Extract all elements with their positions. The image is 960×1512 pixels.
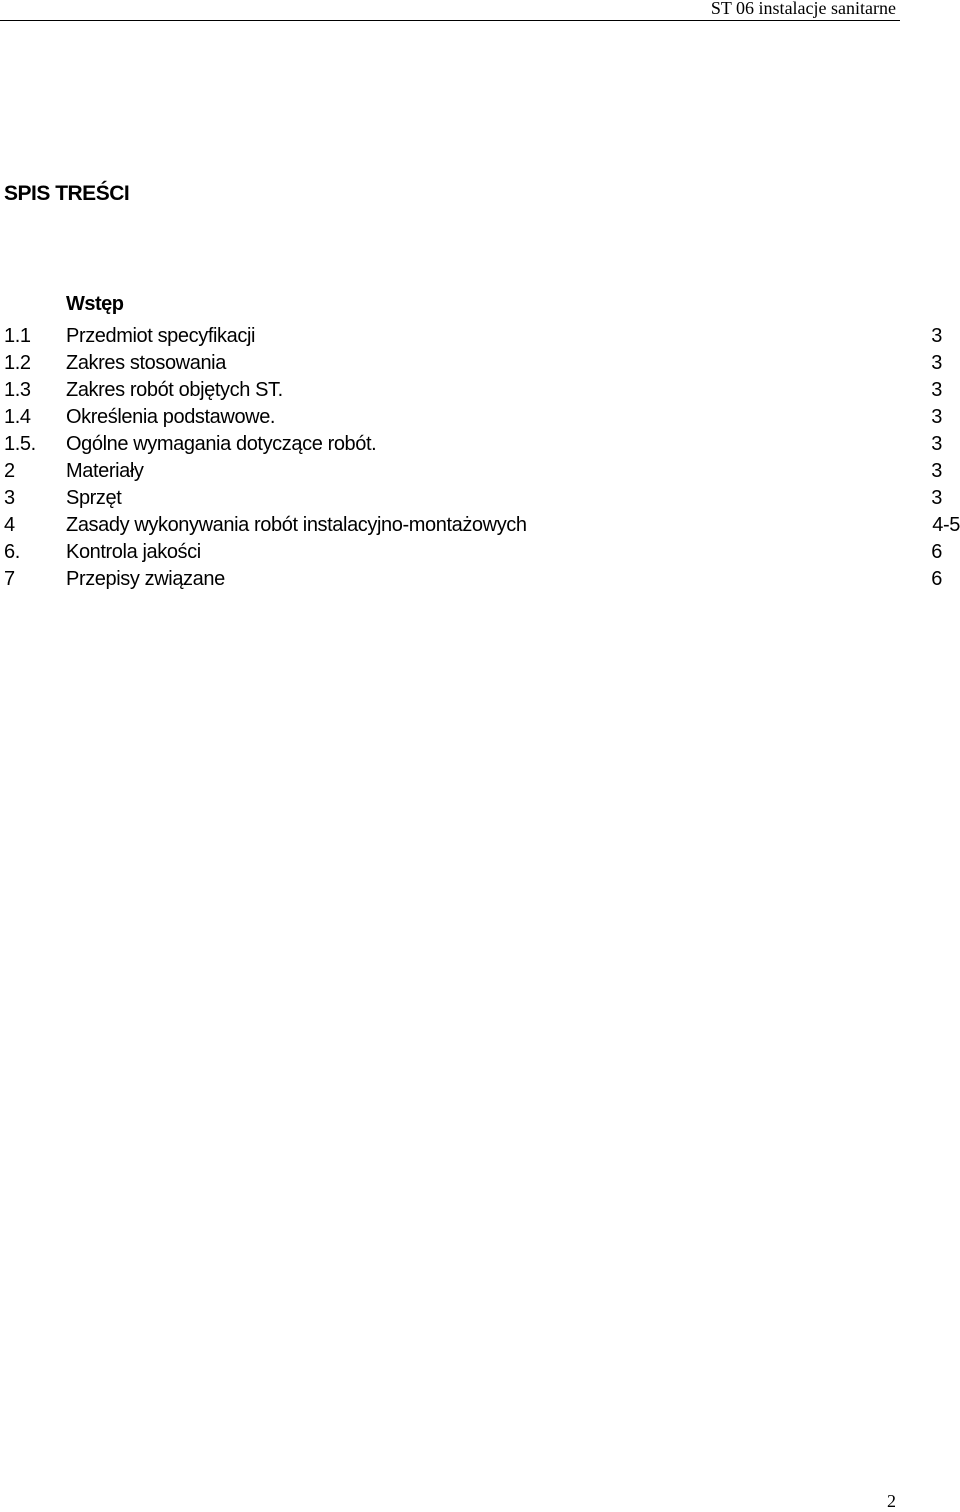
toc-entry-title: Materiały <box>66 460 144 482</box>
toc-entry-title: Określenia podstawowe. <box>66 406 276 428</box>
toc-entry <box>0 431 960 458</box>
toc-entry-number: 1.4 <box>4 406 31 428</box>
toc-entry-number: 1.3 <box>4 379 31 401</box>
toc-entry <box>0 539 960 566</box>
toc-entry <box>0 404 960 431</box>
toc-entry-number: 7 <box>4 568 15 590</box>
toc-entry-number: 4 <box>4 514 15 536</box>
toc-entry-page: 3 <box>931 433 942 455</box>
toc-entry-number: 2 <box>4 460 15 482</box>
toc-entry <box>0 485 960 512</box>
toc-intro-entry: Wstęp <box>66 293 124 315</box>
toc-entry <box>0 377 960 404</box>
toc-entry-page: 3 <box>931 406 942 428</box>
toc-entry <box>0 566 960 593</box>
toc-entry <box>0 458 960 485</box>
toc-entry-page: 6 <box>931 568 942 590</box>
toc-entry-page: 3 <box>931 352 942 374</box>
toc-entry-page: 6 <box>931 541 942 563</box>
document-header-title: ST 06 instalacje sanitarne <box>710 0 896 18</box>
toc-entry-number: 1.1 <box>4 325 31 347</box>
toc-entry-page: 3 <box>931 460 942 482</box>
toc-entry-title: Przepisy związane <box>66 568 225 590</box>
toc-entry-title: Ogólne wymagania dotyczące robót. <box>66 433 377 455</box>
toc-entry-title: Kontrola jakości <box>66 541 201 563</box>
table-of-contents <box>0 323 960 593</box>
page-number: 2 <box>887 1491 896 1511</box>
toc-entry-number: 1.5. <box>4 433 36 455</box>
toc-entry-page: 4-5 <box>932 514 960 536</box>
toc-entry-number: 3 <box>4 487 15 509</box>
toc-entry-title: Zakres robót objętych ST. <box>66 379 283 401</box>
toc-heading: SPIS TREŚCI <box>4 182 130 205</box>
toc-entry <box>0 512 960 539</box>
toc-entry <box>0 350 960 377</box>
header-divider <box>0 20 900 21</box>
toc-entry-page: 3 <box>931 379 942 401</box>
toc-entry-title: Sprzęt <box>66 487 122 509</box>
toc-entry-title: Zakres stosowania <box>66 352 226 374</box>
toc-entry-number: 1.2 <box>4 352 31 374</box>
toc-entry <box>0 323 960 350</box>
toc-entry-page: 3 <box>931 325 942 347</box>
toc-entry-page: 3 <box>931 487 942 509</box>
toc-entry-title: Przedmiot specyfikacji <box>66 325 256 347</box>
toc-entry-number: 6. <box>4 541 20 563</box>
toc-entry-title: Zasady wykonywania robót instalacyjno-montażowych <box>66 514 527 536</box>
